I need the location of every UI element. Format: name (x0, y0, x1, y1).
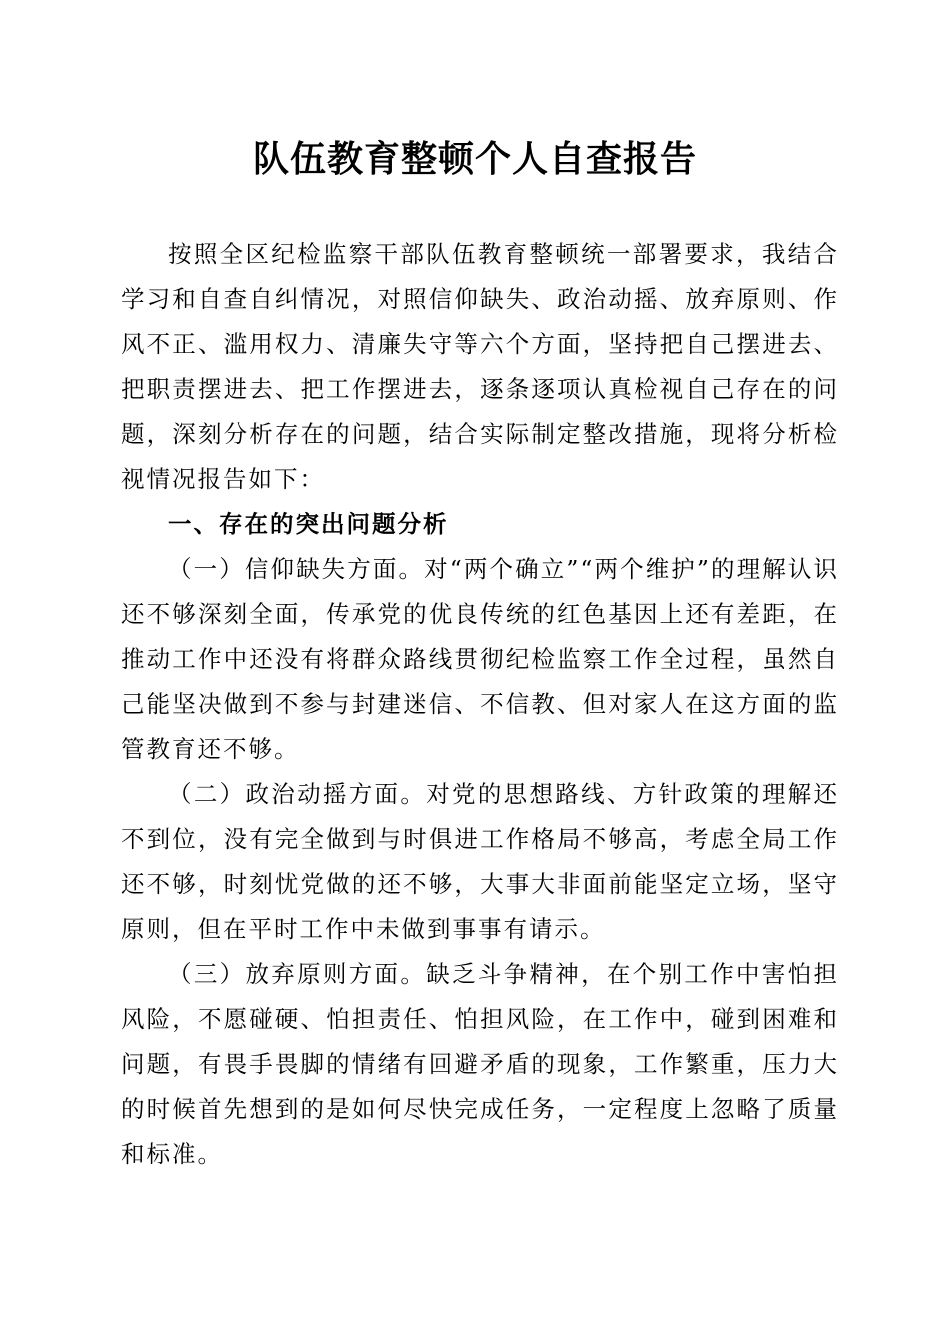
intro-paragraph: 按照全区纪检监察干部队伍教育整顿统一部署要求，我结合学习和自查自纠情况，对照信仰缺失、政治动摇、放弃原则、作风不正、滥用权力、清廉失守等六个方面，坚持把自己摆进去、把职责摆进去、把工作摆进去，逐条逐项认真检视自己存在的问题，深刻分析存在的问题，结合实际制定整改措施，现将分析检视情况报告如下： (121, 240, 839, 493)
document-body (121, 232, 839, 1177)
item-paragraph (121, 772, 839, 952)
item-text: 缺乏斗争精神，在个别工作中害怕担风险，不愿碰硬、怕担责任、怕担风险，在工作中，碰到困难和问题，有畏手畏脚的情绪有回避矛盾的现象，工作繁重，压力大的时候首先想到的是如何尽快完成任务，一定程度上忽略了质量和标准。 (121, 960, 840, 1168)
item-paragraph (121, 547, 839, 772)
item-heading: （三）放弃原则方面。 (168, 960, 427, 988)
document-title: 队伍教育整顿个人自查报告 (252, 138, 697, 180)
item-text: 对“两个确立”“两个维护”的理解认识还不够深刻全面，传承党的优良传统的红色基因上还有差距，在推动工作中还没有将群众路线贯彻纪检监察工作全过程，虽然自己能坚决做到不参与封建迷信、不信教、但对家人在这方面的监管教育还不够。 (121, 555, 840, 763)
item-paragraph (121, 952, 839, 1177)
item-text: 对党的思想路线、方针政策的理解还不到位，没有完全做到与时俱进工作格局不够高，考虑全局工作还不够，时刻忧党做的还不够，大事大非面前能坚定立场，坚守原则，但在平时工作中未做到事事有请示。 (121, 780, 840, 943)
item-heading: （二）政治动摇方面。 (168, 780, 427, 808)
section-heading: 一、存在的突出问题分析 (168, 510, 449, 538)
item-heading: （一）信仰缺失方面。 (168, 555, 425, 583)
